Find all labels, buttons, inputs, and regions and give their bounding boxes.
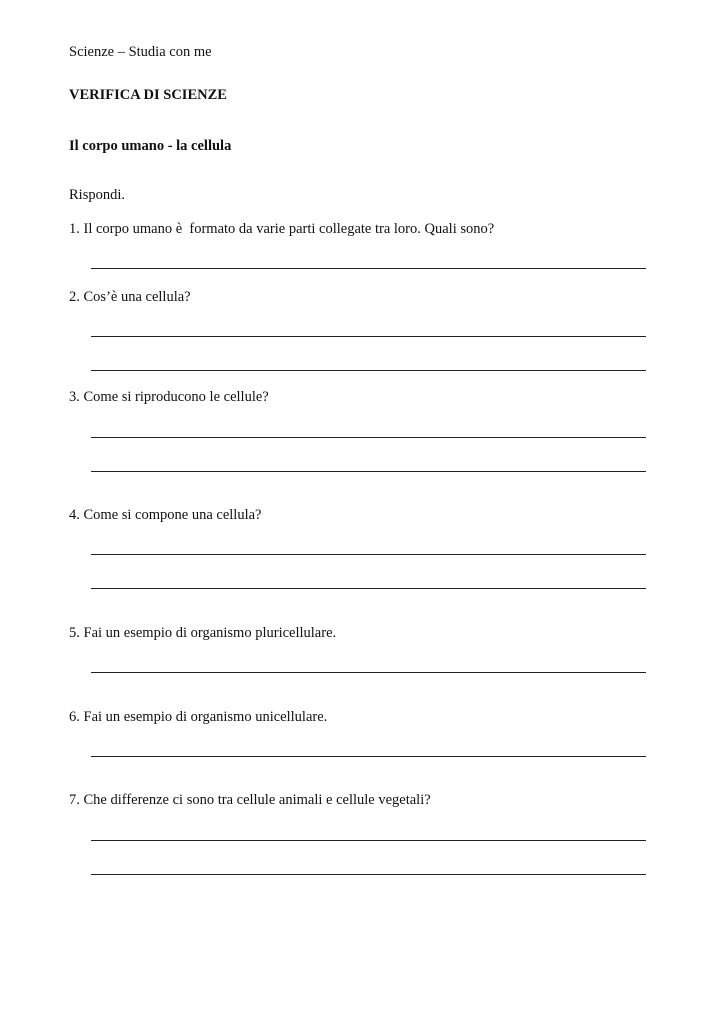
answer-line-q2-2[interactable]	[91, 370, 646, 371]
question-4: 4. Come si compone una cellula?	[69, 507, 262, 523]
answer-line-q3-2[interactable]	[91, 471, 646, 472]
answer-line-q7-2[interactable]	[91, 874, 646, 875]
answer-line-q4-2[interactable]	[91, 588, 646, 589]
question-6: 6. Fai un esempio di organismo unicellulare.	[69, 709, 328, 725]
question-7: 7. Che differenze ci sono tra cellule animali e cellule vegetali?	[69, 792, 431, 808]
answer-line-q6-1[interactable]	[91, 756, 646, 757]
question-1: 1. Il corpo umano è formato da varie parti collegate tra loro. Quali sono?	[69, 221, 495, 237]
answer-line-q2-1[interactable]	[91, 336, 646, 337]
answer-line-q7-1[interactable]	[91, 840, 646, 841]
answer-line-q5-1[interactable]	[91, 672, 646, 673]
answer-line-q3-1[interactable]	[91, 437, 646, 438]
page-header: Scienze – Studia con me	[69, 44, 212, 60]
instruction-text: Rispondi.	[69, 187, 125, 203]
document-subtitle: Il corpo umano - la cellula	[69, 138, 232, 154]
question-3: 3. Come si riproducono le cellule?	[69, 389, 269, 405]
question-2: 2. Cos’è una cellula?	[69, 289, 191, 305]
answer-line-q1-1[interactable]	[91, 268, 646, 269]
answer-line-q4-1[interactable]	[91, 554, 646, 555]
document-title: VERIFICA DI SCIENZE	[69, 87, 227, 103]
question-5: 5. Fai un esempio di organismo pluricellulare.	[69, 625, 337, 641]
